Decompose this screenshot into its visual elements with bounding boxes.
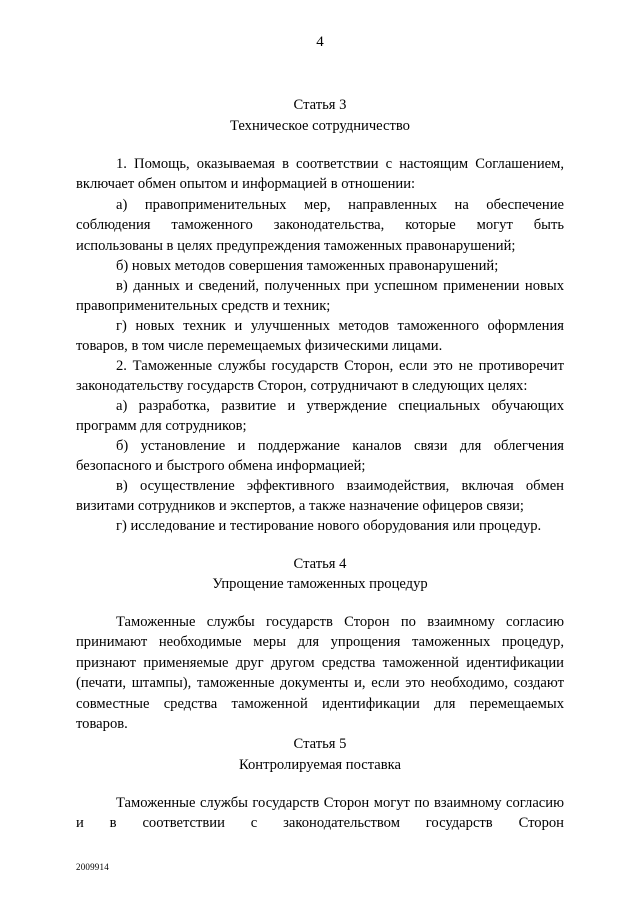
document-code: 2009914 [76, 862, 109, 872]
article-4-heading: Статья 4 [293, 556, 347, 572]
article-4-paragraph-1: Таможенные службы государств Сторон по взаимному согласию принимают необходимые меры для упрощения таможенных процедур, признают применяемые друг другом средства таможенной идентификации (печати, штампы), таможенные документы и, если это необходимо, создают совместные средства таможенной идентификации для перемещаемых товаров. [76, 614, 564, 733]
article-3-item-a: а) правоприменительных мер, направленных на обеспечение соблюдения таможенного законодательства, которые могут быть использованы в целях предупреждения таможенных правонарушений; [76, 197, 564, 254]
article-5-title: Контролируемая поставка [238, 757, 402, 773]
article-3-item-b2: б) установление и поддержание каналов связи для облегчения безопасного и быстрого обмена информацией; [76, 438, 564, 475]
article-3-item-b: б) новых методов совершения таможенных правонарушений; [116, 258, 499, 274]
article-3-item-g: г) новых техник и улучшенных методов таможенного оформления товаров, в том числе перемещаемых физическими лицами. [76, 318, 564, 355]
article-5-paragraph-1: Таможенные службы государств Сторон могут по взаимному согласию и в соответствии с законодательством государств Сторон [76, 795, 564, 832]
article-4-title: Упрощение таможенных процедур [212, 576, 428, 592]
article-3-item-v2: в) осуществление эффективного взаимодействия, включая обмен визитами сотрудников и экспертов, а также назначение офицеров связи; [76, 478, 564, 515]
page-number: 4 [316, 34, 324, 50]
article-5-heading: Статья 5 [293, 736, 347, 752]
article-3-heading: Статья 3 [293, 97, 347, 113]
article-3-item-v: в) данных и сведений, полученных при успешном применении новых правоприменительных средств и техник; [76, 278, 564, 315]
article-3-item-g2: г) исследование и тестирование нового оборудования или процедур. [116, 518, 542, 534]
article-3-item-a2: а) разработка, развитие и утверждение специальных обучающих программ для сотрудников; [76, 398, 564, 435]
article-3-paragraph-2: 2. Таможенные службы государств Сторон, если это не противоречит законодательству государств Сторон, сотрудничают в следующих целях: [76, 358, 564, 395]
article-3-paragraph-1: 1. Помощь, оказываемая в соответствии с настоящим Соглашением, включает обмен опытом и информацией в отношении: [76, 156, 564, 193]
article-3-title: Техническое сотрудничество [230, 118, 410, 134]
